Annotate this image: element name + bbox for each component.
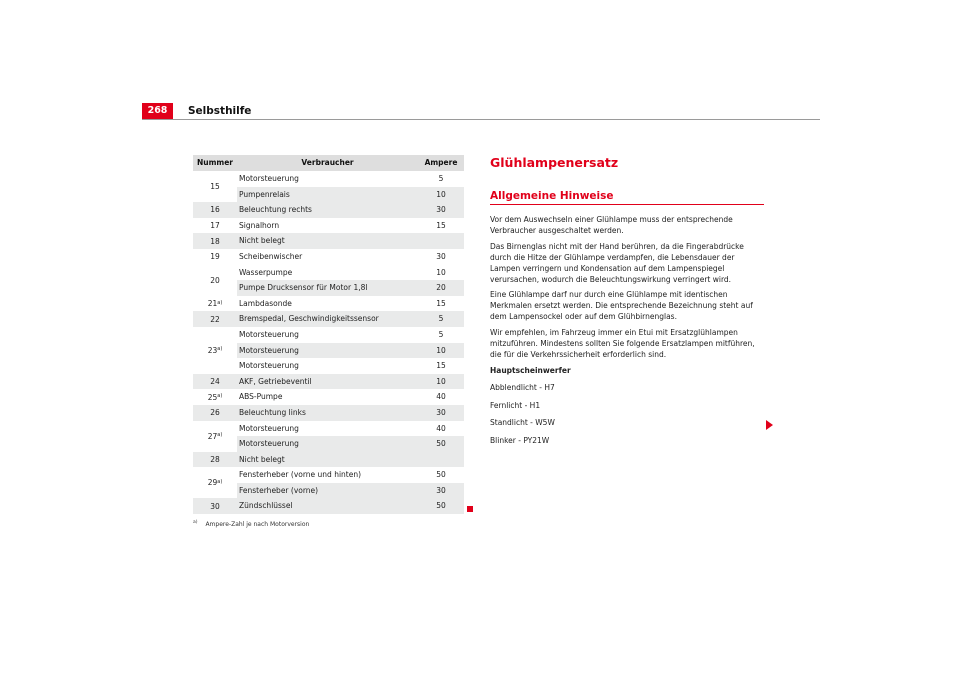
ampere-value bbox=[418, 452, 464, 468]
main-heading: Glühlampenersatz bbox=[490, 155, 619, 170]
ampere-value: 40 bbox=[436, 423, 446, 433]
page-header bbox=[142, 103, 820, 120]
consumer-line bbox=[237, 436, 464, 452]
consumer-line bbox=[237, 421, 464, 437]
consumer-line bbox=[237, 171, 464, 187]
ampere-value: 10 bbox=[436, 376, 446, 386]
consumer-line bbox=[237, 249, 464, 265]
table-row bbox=[193, 327, 464, 374]
table-row bbox=[193, 171, 464, 202]
consumer-line bbox=[237, 202, 464, 218]
lamps-title: Hauptscheinwerfer bbox=[490, 365, 571, 375]
ampere-value: 10 bbox=[436, 189, 446, 199]
fuse-number bbox=[193, 374, 237, 390]
table-body bbox=[193, 171, 464, 514]
ampere-value: 5 bbox=[438, 329, 444, 339]
consumer-name: ABS-Pumpe bbox=[239, 392, 283, 402]
lamp-item: Standlicht - W5W bbox=[490, 418, 555, 428]
fuse-number bbox=[193, 249, 237, 265]
fuse-table bbox=[193, 155, 464, 514]
consumer-name: Pumpenrelais bbox=[239, 189, 290, 199]
consumer-name: Fensterheber (vorne und hinten) bbox=[239, 470, 362, 480]
fuse-number bbox=[193, 327, 237, 374]
ampere-value: 30 bbox=[436, 251, 446, 261]
consumer-name: Nicht belegt bbox=[239, 236, 285, 246]
header-nummer: Nummer bbox=[196, 158, 234, 167]
table-row bbox=[193, 405, 464, 421]
lamp-item: Fernlicht - H1 bbox=[490, 400, 541, 410]
table-row bbox=[193, 265, 464, 296]
fuse-number-text: 28 bbox=[210, 454, 220, 464]
fuse-number bbox=[193, 498, 237, 514]
fuse-number-text: 22 bbox=[210, 314, 220, 324]
fuse-number bbox=[193, 171, 237, 202]
consumer-name: Zündschlüssel bbox=[239, 501, 293, 511]
footnote-ref: a) bbox=[217, 299, 223, 306]
fuse-number bbox=[193, 233, 237, 249]
consumer-line bbox=[237, 389, 464, 405]
footnote-ref: a) bbox=[217, 432, 223, 439]
table-footnote bbox=[193, 520, 309, 528]
fuse-number-text: 30 bbox=[210, 501, 220, 511]
ampere-value: 30 bbox=[436, 205, 446, 215]
sub-heading: Allgemeine Hinweise bbox=[490, 189, 764, 205]
ampere-value: 50 bbox=[436, 501, 446, 511]
consumer-line bbox=[237, 311, 464, 327]
table-row bbox=[193, 389, 464, 405]
section-title: Selbsthilfe bbox=[188, 105, 252, 117]
fuse-number bbox=[193, 296, 237, 312]
consumer-line bbox=[237, 405, 464, 421]
fuse-number bbox=[193, 389, 237, 405]
consumer-line bbox=[237, 233, 464, 249]
consumer-name: Beleuchtung rechts bbox=[239, 205, 312, 215]
consumer-line bbox=[237, 374, 464, 390]
paragraph: Eine Glühlampe darf nur durch eine Glühlampe mit identischen Merkmalen ersetzt werden. Die entsprechende Bezeichnung steht auf dem Lampensockel oder auf dem Glühbirnenglas. bbox=[490, 290, 753, 322]
ampere-value: 50 bbox=[436, 470, 446, 480]
consumer-name: Motorsteuerung bbox=[239, 174, 299, 183]
ampere-value: 50 bbox=[436, 439, 446, 449]
ampere-value: 10 bbox=[436, 345, 446, 355]
consumer-name: Motorsteuerung bbox=[239, 423, 299, 433]
consumer-line bbox=[237, 483, 464, 499]
fuse-number-text: 24 bbox=[210, 377, 220, 387]
consumer-name: Fensterheber (vorne) bbox=[239, 485, 319, 495]
paragraph: Wir empfehlen, im Fahrzeug immer ein Etui mit Ersatzglühlampen mitzuführen. Mindestens sollten Sie folgende Ersatzlampen mitführen, die für die Verkehrssicherheit erforderlich sind. bbox=[490, 328, 755, 359]
consumer-name: Beleuchtung links bbox=[239, 407, 306, 417]
consumer-line bbox=[237, 218, 464, 234]
fuse-number-text: 26 bbox=[210, 408, 220, 418]
footnote-ref: a) bbox=[217, 393, 223, 400]
table-row bbox=[193, 233, 464, 249]
table-row bbox=[193, 218, 464, 234]
fuse-number bbox=[193, 452, 237, 468]
consumer-name: Signalhorn bbox=[239, 220, 280, 230]
ampere-value: 30 bbox=[436, 485, 446, 495]
consumer-line bbox=[237, 187, 464, 203]
body-text bbox=[490, 215, 764, 448]
ampere-value: 30 bbox=[436, 407, 446, 417]
consumer-name: Pumpe Drucksensor für Motor 1,8l bbox=[239, 283, 368, 293]
fuse-number-text: 29 bbox=[207, 478, 218, 488]
consumer-name: Motorsteuerung bbox=[239, 329, 299, 339]
consumer-name: Lambdasonde bbox=[239, 298, 292, 308]
consumer-name: Motorsteuerung bbox=[239, 439, 299, 449]
paragraph: Das Birnenglas nicht mit der Hand berühren, da die Fingerabdrücke durch die Hitze der Glühlampe verdampfen, die Lebensdauer der Lampen verringern und Kondensation auf dem Lampenspiegel verursachen, wodurch die Beleuchtungswirkung verringert wird. bbox=[490, 241, 744, 284]
footnote-ref: a) bbox=[217, 346, 223, 353]
consumer-name: Wasserpumpe bbox=[239, 267, 293, 277]
consumer-line bbox=[237, 265, 464, 281]
consumer-line bbox=[237, 343, 464, 359]
table-row bbox=[193, 498, 464, 514]
fuse-number-text: 21 bbox=[207, 299, 218, 309]
fuse-number-text: 27 bbox=[207, 431, 218, 441]
fuse-number bbox=[193, 218, 237, 234]
table-row bbox=[193, 249, 464, 265]
ampere-value: 15 bbox=[436, 298, 446, 308]
consumer-line bbox=[237, 327, 464, 343]
fuse-number-text: 17 bbox=[210, 221, 220, 231]
footnote-text: Ampere-Zahl je nach Motorversion bbox=[205, 521, 310, 528]
fuse-number-text: 23 bbox=[207, 345, 218, 355]
page-number: 268 bbox=[142, 103, 173, 119]
consumer-name: Nicht belegt bbox=[239, 454, 285, 464]
table-row bbox=[193, 311, 464, 327]
ampere-value: 10 bbox=[436, 267, 446, 277]
fuse-number bbox=[193, 265, 237, 296]
table-row bbox=[193, 202, 464, 218]
table-row bbox=[193, 296, 464, 312]
ampere-value bbox=[418, 233, 464, 249]
fuse-number bbox=[193, 405, 237, 421]
header-verbraucher: Verbraucher bbox=[301, 158, 354, 167]
consumer-name: Scheibenwischer bbox=[239, 251, 303, 261]
consumer-line bbox=[237, 498, 464, 514]
consumer-name: Motorsteuerung bbox=[239, 345, 299, 355]
consumer-line bbox=[237, 452, 464, 468]
consumer-line bbox=[237, 358, 464, 374]
consumer-name: Bremspedal, Geschwindigkeitssensor bbox=[239, 314, 379, 324]
consumer-name: Motorsteuerung bbox=[239, 361, 299, 371]
fuse-number bbox=[193, 311, 237, 327]
table-header bbox=[193, 155, 464, 171]
fuse-number-text: 18 bbox=[210, 236, 220, 246]
ampere-value: 20 bbox=[436, 283, 446, 293]
right-column bbox=[490, 155, 764, 453]
footnote-mark: a) bbox=[193, 520, 198, 525]
table-row bbox=[193, 452, 464, 468]
end-square-icon bbox=[467, 506, 473, 512]
fuse-number-text: 25 bbox=[207, 392, 218, 402]
fuse-number-text: 20 bbox=[210, 275, 220, 285]
fuse-number bbox=[193, 467, 237, 498]
ampere-value: 15 bbox=[436, 220, 446, 230]
ampere-value: 5 bbox=[438, 174, 444, 183]
footnote-ref: a) bbox=[217, 478, 223, 485]
header-ampere: Ampere bbox=[424, 158, 458, 167]
table-row bbox=[193, 467, 464, 498]
fuse-number bbox=[193, 202, 237, 218]
consumer-line bbox=[237, 296, 464, 312]
lamp-item: Abblendlicht - H7 bbox=[490, 382, 555, 392]
table-row bbox=[193, 421, 464, 452]
ampere-value: 40 bbox=[436, 392, 446, 402]
lamp-item: Blinker - PY21W bbox=[490, 436, 550, 446]
fuse-number-text: 16 bbox=[210, 205, 220, 215]
ampere-value: 5 bbox=[438, 314, 444, 324]
consumer-line bbox=[237, 280, 464, 296]
arrow-right-icon bbox=[766, 420, 773, 430]
fuse-number bbox=[193, 421, 237, 452]
ampere-value: 15 bbox=[436, 361, 446, 371]
consumer-name: AKF, Getriebeventil bbox=[239, 376, 312, 386]
fuse-number-text: 15 bbox=[210, 182, 220, 192]
paragraph: Vor dem Auswechseln einer Glühlampe muss der entsprechende Verbraucher ausgeschaltet werden. bbox=[490, 215, 733, 235]
table-row bbox=[193, 374, 464, 390]
consumer-line bbox=[237, 467, 464, 483]
fuse-number-text: 19 bbox=[210, 252, 220, 262]
